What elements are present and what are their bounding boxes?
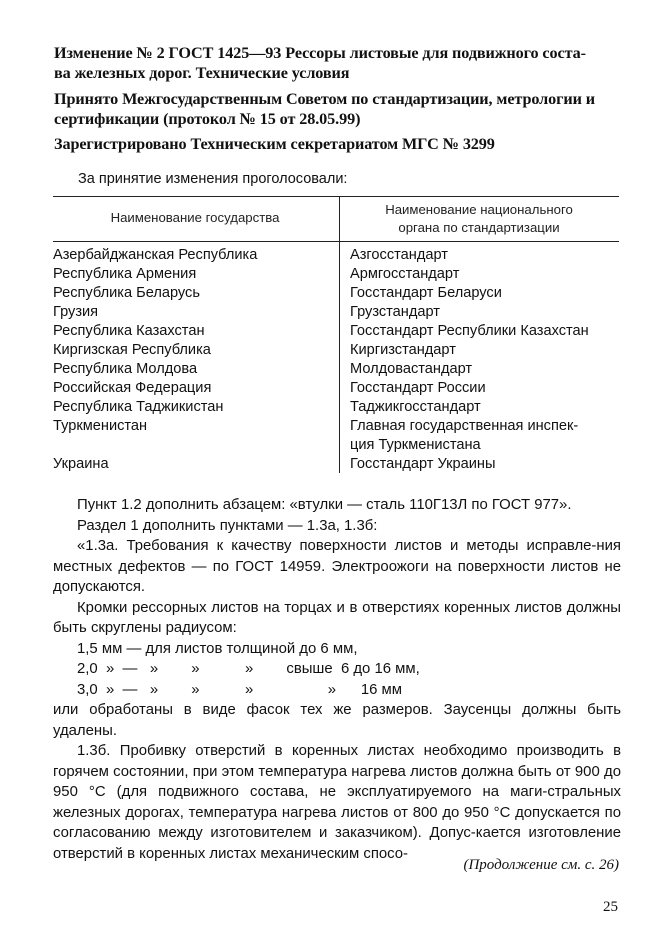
table-row xyxy=(53,303,621,322)
table-row xyxy=(53,379,621,398)
organ-cell: Грузстандарт xyxy=(350,304,440,320)
organ-cell: Госстандарт Республики Казахстан xyxy=(350,323,589,339)
organ-cell: Госстандарт России xyxy=(350,380,486,396)
organ-cell: Молдовастандарт xyxy=(350,361,473,377)
organ-cell: Госстандарт Беларуси xyxy=(350,285,502,301)
radius-line: 1,5 мм — для листов толщиной до 6 мм, xyxy=(77,640,358,657)
table-header-organ xyxy=(346,201,612,237)
continuation-note: (Продолжение см. с. 26) xyxy=(463,857,619,873)
state-cell: Туркменистан xyxy=(53,418,148,434)
header-line: Наименование национального xyxy=(385,202,573,217)
paragraph: Пункт 1.2 дополнить абзацем: «втулки — сталь 110Г13Л по ГОСТ 977». xyxy=(77,497,572,513)
title-line: ва железных дорог. Технические условия xyxy=(54,64,350,82)
change-title xyxy=(54,43,624,83)
organ-cell: Таджикгосстандарт xyxy=(350,399,481,415)
adopted-line: Принято Межгосударственным Советом по стандартизации, метрологии и xyxy=(54,90,596,108)
organ-cell: Киргизстандарт xyxy=(350,342,456,358)
table-header-state: Наименование государства xyxy=(110,210,280,225)
registered-by: Зарегистрировано Техническим секретариатом МГС № 3299 xyxy=(54,135,495,153)
organ-cell: ция Туркменистана xyxy=(350,437,481,453)
state-cell: Республика Беларусь xyxy=(53,285,200,301)
paragraph: или обработаны в виде фасок тех же размеров. Заусенцы должны быть удалены. xyxy=(53,702,621,739)
page-number: 25 xyxy=(603,899,618,915)
state-cell: Республика Казахстан xyxy=(53,323,205,339)
state-cell: Республика Армения xyxy=(53,266,197,282)
organ-cell: Госстандарт Украины xyxy=(350,456,496,472)
state-cell: Азербайджанская Республика xyxy=(53,247,258,263)
header-line: органа по стандартизации xyxy=(398,220,560,235)
paragraph: «1.3а. Требования к качеству поверхности листов и методы исправле-ния местных дефектов — по ГОСТ 14959. Электроожоги на поверхности листов не допускаются. xyxy=(53,538,621,595)
state-cell: Грузия xyxy=(53,304,99,320)
table-row xyxy=(53,322,621,341)
title-line: Изменение № 2 ГОСТ 1425—93 Рессоры листовые для подвижного соста- xyxy=(54,44,586,62)
table-row xyxy=(53,455,621,474)
paragraph: 1.3б. Пробивку отверстий в коренных листах необходимо производить в горячем состоянии, при этом температура нагрева листов должна быть от 900 до 950 °С (для подвижного состава, не эксплуатируемого на маги-стральных железных дорогах, температура нагрева листов от 800 до 950 °С допускается по согласованию между изготовителем и заказчиком). Допус-кается изготовление отверстий в коренных листах механическим спосо- xyxy=(53,743,621,862)
table-row xyxy=(53,436,621,455)
radius-line: 2,0 » — » » » свыше 6 до 16 мм, xyxy=(77,661,420,677)
organ-cell: Главная государственная инспек- xyxy=(350,418,579,434)
table-top-rule xyxy=(53,196,619,197)
table-row xyxy=(53,284,621,303)
paragraph: Раздел 1 дополнить пунктами — 1.3а, 1.3б: xyxy=(77,517,378,534)
table-row xyxy=(53,341,621,360)
voted-label: За принятие изменения проголосовали: xyxy=(78,171,348,187)
voting-table-body xyxy=(53,246,621,474)
table-row xyxy=(53,360,621,379)
state-cell: Киргизская Республика xyxy=(53,342,211,358)
table-row xyxy=(53,398,621,417)
state-cell: Республика Таджикистан xyxy=(53,399,224,415)
adopted-line: сертификации (протокол № 15 от 28.05.99) xyxy=(54,110,361,128)
adopted-by xyxy=(54,89,624,129)
state-cell: Республика Молдова xyxy=(53,361,198,377)
organ-cell: Армгосстандарт xyxy=(350,266,460,282)
organ-cell: Азгосстандарт xyxy=(350,247,448,263)
radius-line: 3,0 » — » » » » 16 мм xyxy=(77,681,403,698)
state-cell: Российская Федерация xyxy=(53,380,212,396)
table-row xyxy=(53,265,621,284)
table-row xyxy=(53,246,621,265)
amendment-text xyxy=(53,495,621,864)
table-row xyxy=(53,417,621,436)
state-cell: Украина xyxy=(53,456,109,472)
table-header-rule xyxy=(53,241,619,242)
paragraph: Кромки рессорных листов на торцах и в отверстиях коренных листов должны быть скруглены радиусом: xyxy=(53,599,621,636)
state-cell xyxy=(53,436,350,455)
